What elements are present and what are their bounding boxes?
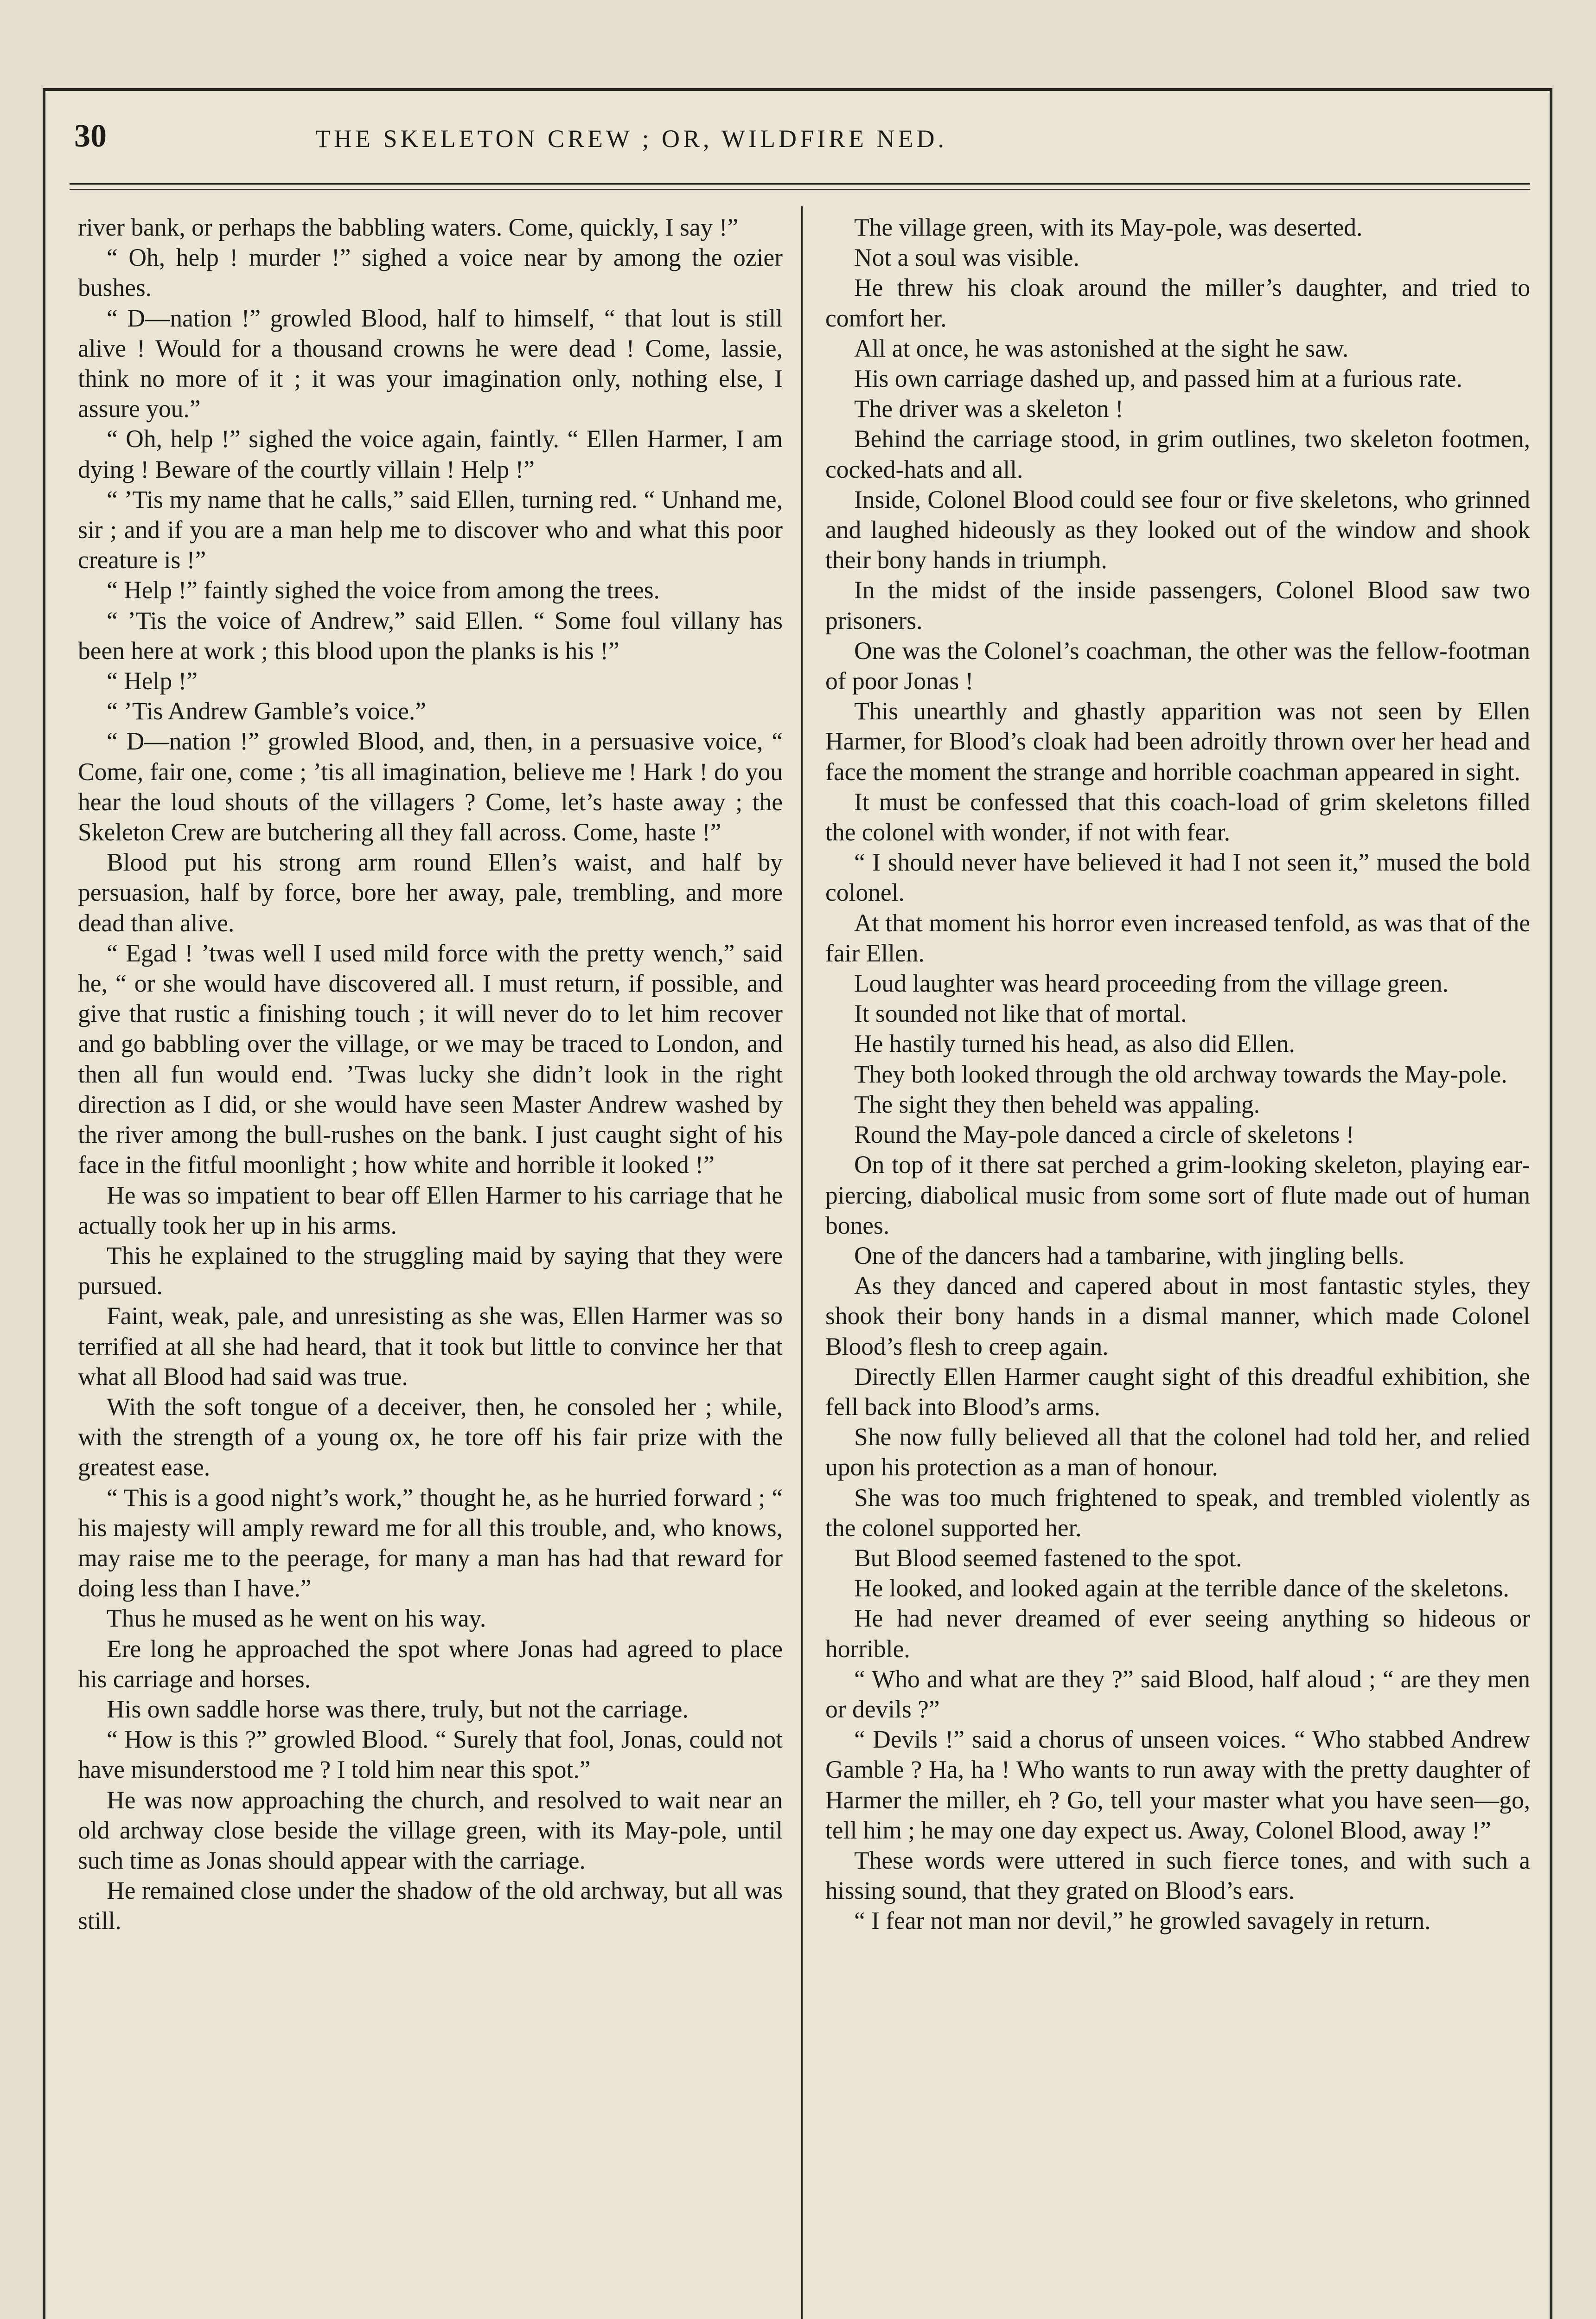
paragraph: He hastily turned his head, as also did Ellen. (854, 1030, 1295, 1058)
paragraph: He remained close under the shadow of the old archway, but all was still. (78, 1877, 783, 1935)
paragraph: Faint, weak, pale, and unresisting as she was, Ellen Harmer was so terrified at all she had heard, that it took but little to convince her that what all Blood had said was true. (78, 1302, 783, 1390)
page-number: 30 (74, 118, 107, 154)
page-header (74, 116, 1530, 172)
paragraph: “ ’Tis my name that he calls,” said Ellen, turning red. “ Unhand me, sir ; and if you are a man help me to discover who and what this poor creature is !” (78, 485, 783, 574)
paragraph: This unearthly and ghastly apparition was not seen by Ellen Harmer, for Blood’s cloak had been adroitly thrown over her head and face the moment the strange and horrible coachman appeared in sight. (825, 697, 1530, 786)
paragraph: One was the Colonel’s coachman, the other was the fellow-footman of poor Jonas ! (825, 636, 1530, 695)
paragraph: “ I fear not man nor devil,” he growled savagely in return. (854, 1907, 1431, 1935)
paragraph: Blood put his strong arm round Ellen’s waist, and half by persuasion, half by force, bore her away, pale, trembling, and more dead than alive. (78, 848, 783, 937)
paragraph: On top of it there sat perched a grim-looking skeleton, playing ear-piercing, diabolical music from some sort of flute made out of human bones. (825, 1151, 1530, 1239)
paragraph: “ This is a good night’s work,” thought he, as he hurried forward ; “ his majesty will amply reward me for all this trouble, and, who knows, may raise me to the peerage, for many a man has had that reward for doing less than I have.” (78, 1483, 783, 1602)
paragraph: “ I should never have believed it had I not seen it,” mused the bold colonel. (825, 848, 1530, 907)
paragraph: She now fully believed all that the colonel had told her, and relied upon his protection as a man of honour. (825, 1423, 1530, 1481)
right-column (825, 212, 1530, 2319)
paragraph: He looked, and looked again at the terrible dance of the skeletons. (854, 1574, 1509, 1602)
paragraph: “ ’Tis Andrew Gamble’s voice.” (107, 697, 426, 725)
paragraph: But Blood seemed fastened to the spot. (854, 1544, 1242, 1572)
paragraph: The village green, with its May-pole, was deserted. (854, 213, 1363, 241)
paragraph: “ D—nation !” growled Blood, and, then, in a persuasive voice, “ Come, fair one, come ; ’tis all imagination, believe me ! Hark ! do you hear the loud shouts of the villagers ? Come, let’s haste away ; the Skeleton Crew are butchering all they fall across. Come, haste !” (78, 727, 783, 846)
paragraph: “ Help !” faintly sighed the voice from among the trees. (107, 576, 660, 604)
paragraph: The driver was a skeleton ! (854, 395, 1124, 423)
paragraph: “ Oh, help ! murder !” sighed a voice near by among the ozier bushes. (78, 243, 783, 302)
paragraph: Loud laughter was heard proceeding from the village green. (854, 969, 1449, 998)
paragraph: She was too much frightened to speak, and trembled violently as the colonel supported her. (825, 1483, 1530, 1542)
paragraph: “ How is this ?” growled Blood. “ Surely that fool, Jonas, could not have misunderstood me ? I told him near this spot.” (78, 1725, 783, 1784)
paragraph: With the soft tongue of a deceiver, then, he consoled her ; while, with the strength of a young ox, he tore off his fair prize with the greatest ease. (78, 1392, 783, 1481)
paragraph: “ ’Tis the voice of Andrew,” said Ellen. “ Some foul villany has been here at work ; this blood upon the planks is his !” (78, 606, 783, 665)
paragraph: Behind the carriage stood, in grim outlines, two skeleton footmen, cocked-hats and all. (825, 425, 1530, 483)
paragraph: His own saddle horse was there, truly, but not the carriage. (107, 1695, 689, 1723)
paragraph: At that moment his horror even increased tenfold, as was that of the fair Ellen. (825, 909, 1530, 967)
paragraph: “ Help !” (107, 667, 198, 695)
paragraph: This he explained to the struggling maid by saying that they were pursued. (78, 1241, 783, 1300)
paragraph: It must be confessed that this coach-load of grim skeletons filled the colonel with wonder, if not with fear. (825, 788, 1530, 846)
paragraph: He threw his cloak around the miller’s daughter, and tried to comfort her. (825, 274, 1530, 332)
paragraph: “ Oh, help !” sighed the voice again, faintly. “ Ellen Harmer, I am dying ! Beware of the courtly villain ! Help !” (78, 425, 783, 483)
left-column (78, 212, 783, 2319)
paragraph: They both looked through the old archway towards the May-pole. (854, 1060, 1507, 1088)
header-rule (70, 183, 1530, 185)
paragraph: These words were uttered in such fierce tones, and with such a hissing sound, that they grated on Blood’s ears. (825, 1846, 1530, 1905)
running-title: THE SKELETON CREW ; OR, WILDFIRE NED. (315, 125, 947, 153)
paragraph: Directly Ellen Harmer caught sight of this dreadful exhibition, she fell back into Blood’s arms. (825, 1362, 1530, 1421)
paragraph: Thus he mused as he went on his way. (107, 1604, 486, 1633)
paragraph: One of the dancers had a tambarine, with jingling bells. (854, 1241, 1405, 1269)
paragraph: As they danced and capered about in most fantastic styles, they shook their bony hands in a dismal manner, which made Colonel Blood’s flesh to creep again. (825, 1272, 1530, 1360)
paragraph: “ Devils !” said a chorus of unseen voices. “ Who stabbed Andrew Gamble ? Ha, ha ! Who wants to run away with the pretty daughter of Harmer the miller, eh ? Go, tell your master what you have seen—go, tell him ; he may one day expect us. Away, Colonel Blood, away !” (825, 1725, 1530, 1844)
paragraph: river bank, or perhaps the babbling waters. Come, quickly, I say !” (78, 213, 739, 241)
paragraph: Ere long he approached the spot where Jonas had agreed to place his carriage and horses. (78, 1634, 783, 1693)
paragraph: “ Egad ! ’twas well I used mild force with the pretty wench,” said he, “ or she would have discovered all. I must return, if possible, and give that rustic a finishing touch ; it will never do to let him recover and go babbling over the village, or we may be traced to London, and then all fun would end. ’Twas lucky she didn’t look in the right direction as I did, or she would have seen Master Andrew washed by the river among the bull-rushes on the bank. I just caught sight of his face in the fitful moonlight ; how white and horrible it looked !” (78, 939, 783, 1179)
paragraph: He was so impatient to bear off Ellen Harmer to his carriage that he actually took her up in his arms. (78, 1181, 783, 1239)
paragraph: Not a soul was visible. (854, 243, 1079, 272)
paragraph: “ D—nation !” growled Blood, half to himself, “ that lout is still alive ! Would for a thousand crowns he were dead ! Come, lassie, think no more of it ; it was your imagination only, nothing else, I assure you.” (78, 304, 783, 423)
paragraph: It sounded not like that of mortal. (854, 999, 1187, 1028)
column-divider (801, 206, 803, 2319)
paragraph: In the midst of the inside passengers, Colonel Blood saw two prisoners. (825, 576, 1530, 634)
paragraph: “ Who and what are they ?” said Blood, half aloud ; “ are they men or devils ?” (825, 1665, 1530, 1723)
paragraph: Inside, Colonel Blood could see four or five skeletons, who grinned and laughed hideously as they looked out of the window and shook their bony hands in triumph. (825, 485, 1530, 574)
paragraph: The sight they then beheld was appaling. (854, 1090, 1260, 1118)
paragraph: Round the May-pole danced a circle of skeletons ! (854, 1121, 1354, 1149)
paragraph: He was now approaching the church, and resolved to wait near an old archway close beside the village green, with its May-pole, until such time as Jonas should appear with the carriage. (78, 1786, 783, 1874)
paragraph: All at once, he was astonished at the sight he saw. (854, 334, 1349, 362)
paragraph: His own carriage dashed up, and passed him at a furious rate. (854, 365, 1462, 393)
paragraph: He had never dreamed of ever seeing anything so hideous or horrible. (825, 1604, 1530, 1663)
header-rule-double (70, 189, 1530, 190)
